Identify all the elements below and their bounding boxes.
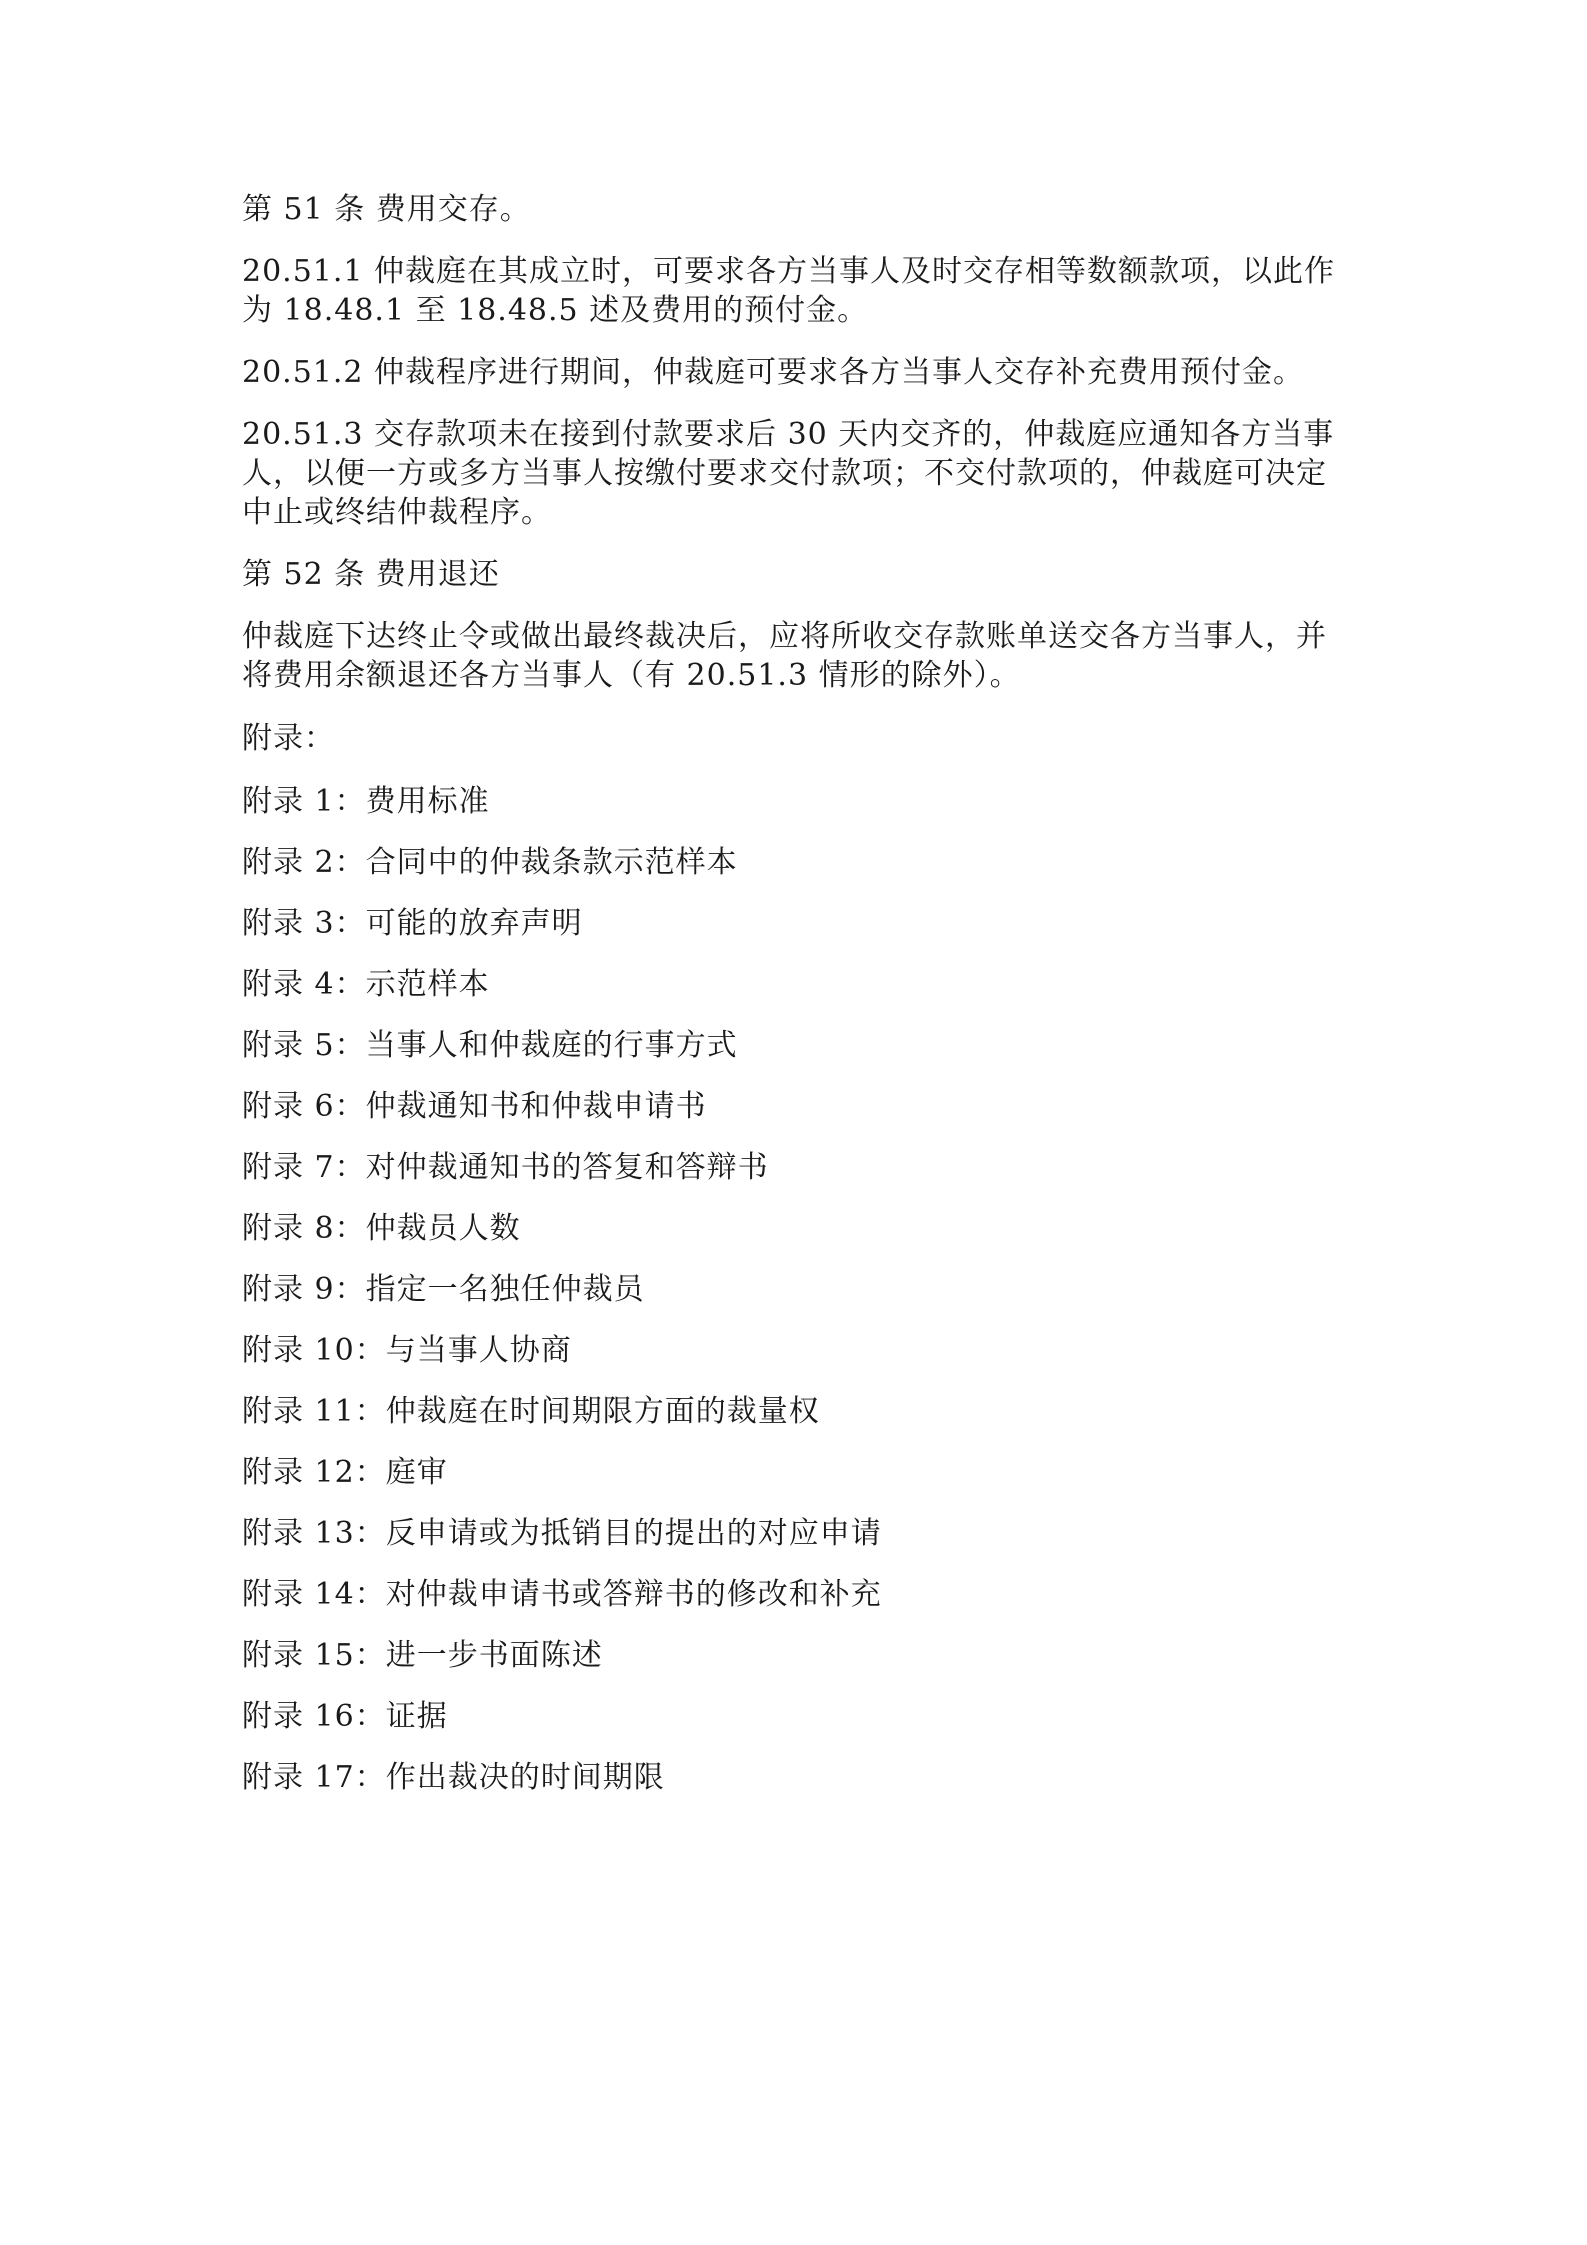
appendix-item-16: 附录 16：证据 bbox=[242, 1699, 448, 1734]
appendix-item-13: 附录 13：反申请或为抵销目的提出的对应申请 bbox=[242, 1516, 882, 1551]
appendix-heading: 附录： bbox=[242, 721, 335, 756]
appendix-item-12: 附录 12：庭审 bbox=[242, 1455, 448, 1490]
appendix-item-1: 附录 1：费用标准 bbox=[242, 784, 490, 819]
appendix-item-14: 附录 14：对仲裁申请书或答辩书的修改和补充 bbox=[242, 1577, 882, 1612]
article-52-paragraph-1: 仲裁庭下达终止令或做出最终裁决后，应将所收交存款账单送交各方当事人，并将费用余额退还各方当事人（有 20.51.3 情形的除外）。 bbox=[242, 619, 1327, 693]
appendix-item-15: 附录 15：进一步书面陈述 bbox=[242, 1638, 603, 1673]
appendix-item-7: 附录 7：对仲裁通知书的答复和答辩书 bbox=[242, 1150, 769, 1185]
appendix-item-10: 附录 10：与当事人协商 bbox=[242, 1333, 572, 1368]
appendix-item-8: 附录 8：仲裁员人数 bbox=[242, 1211, 521, 1246]
article-51-paragraph-2: 20.51.2 仲裁程序进行期间，仲裁庭可要求各方当事人交存补充费用预付金。 bbox=[242, 355, 1305, 390]
appendix-item-11: 附录 11：仲裁庭在时间期限方面的裁量权 bbox=[242, 1394, 820, 1429]
document-page bbox=[242, 190, 1354, 1819]
appendix-item-2: 附录 2：合同中的仲裁条款示范样本 bbox=[242, 845, 738, 880]
article-51-paragraph-1: 20.51.1 仲裁庭在其成立时，可要求各方当事人及时交存相等数额款项，以此作为 18.48.1 至 18.48.5 述及费用的预付金。 bbox=[242, 254, 1336, 328]
appendix-item-3: 附录 3：可能的放弃声明 bbox=[242, 906, 583, 941]
article-52-heading: 第 52 条 费用退还 bbox=[242, 557, 500, 592]
appendix-item-6: 附录 6：仲裁通知书和仲裁申请书 bbox=[242, 1089, 707, 1124]
appendix-list bbox=[242, 782, 1354, 1797]
appendix-item-9: 附录 9：指定一名独任仲裁员 bbox=[242, 1272, 645, 1307]
appendix-item-4: 附录 4：示范样本 bbox=[242, 967, 490, 1002]
article-51-paragraph-3: 20.51.3 交存款项未在接到付款要求后 30 天内交齐的，仲裁庭应通知各方当事人，以便一方或多方当事人按缴付要求交付款项；不交付款项的，仲裁庭可决定中止或终结仲裁程序。 bbox=[242, 417, 1335, 530]
appendix-item-5: 附录 5：当事人和仲裁庭的行事方式 bbox=[242, 1028, 738, 1063]
appendix-item-17: 附录 17：作出裁决的时间期限 bbox=[242, 1760, 665, 1795]
article-51-heading: 第 51 条 费用交存。 bbox=[242, 192, 531, 227]
